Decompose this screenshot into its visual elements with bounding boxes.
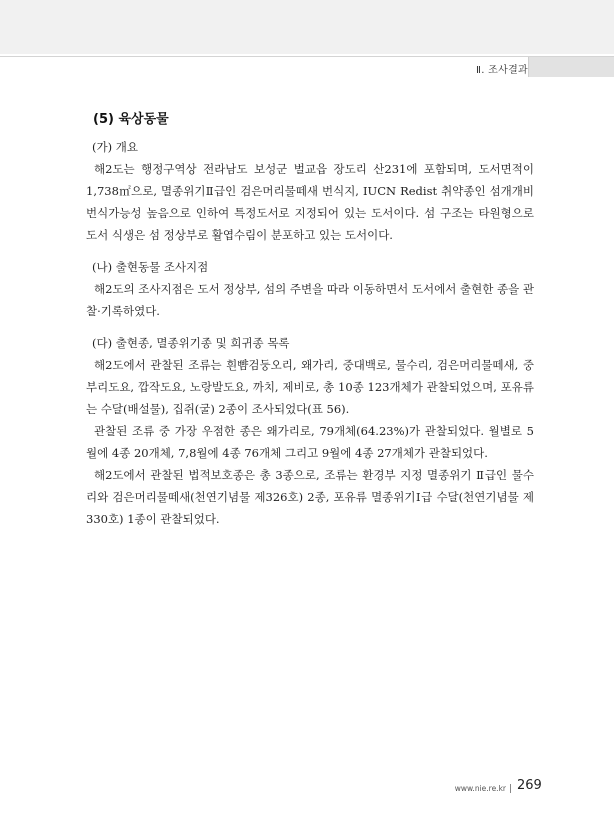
paragraph: 해2도에서 관찰된 법적보호종은 총 3종으로, 조류는 환경부 지정 멸종위기 Ⅱ급인 물수리와 검은머리물떼새(천연기념물 제326호) 2종, 포유류 멸종위기Ⅰ급 수달(천연기념물 제330호) 1종이 관찰되었다. [86, 468, 534, 526]
page-top-band [0, 0, 614, 54]
footer-url: www.nie.re.kr [454, 784, 506, 793]
page-number: 269 [517, 778, 542, 793]
chapter-tab-marker [529, 57, 614, 77]
subhead-species-list: (다) 출현종, 멸종위기종 및 희귀종 목록 [92, 336, 290, 350]
paragraph: 해2도는 행정구역상 전라남도 보성군 벌교읍 장도리 산231에 포함되며, 도서면적이 1,738㎡으로, 멸종위기Ⅱ급인 검은머리물떼새 번식지, IUCN Redist 취약종인 섬개개비 번식가능성 높음으로 인하여 특정도서로 지정되어 있는 도서이다. 섬 구조는 타원형으로 도서 식생은 섬 정상부로 활엽수림이 분포하고 있는 도서이다. [86, 162, 534, 242]
block-overview [86, 136, 534, 246]
chapter-label: Ⅱ. 조사결과 [475, 65, 528, 76]
paragraph: 해2도에서 관찰된 조류는 흰뺨검둥오리, 왜가리, 중대백로, 물수리, 검은머리물떼새, 중부리도요, 깝작도요, 노랑발도요, 까치, 제비로, 총 10종 123개체가 관찰되었으며, 포유류는 수달(배설물), 집쥐(굴) 2종이 조사되었다(표 56). [86, 358, 534, 416]
header-rule [0, 56, 614, 57]
block-survey-points [86, 256, 534, 322]
subhead-survey-points: (나) 출현동물 조사지점 [92, 260, 209, 274]
paragraph: 관찰된 조류 중 가장 우점한 종은 왜가리로, 79개체(64.23%)가 관찰되었다. 월별로 5월에 4종 20개체, 7,8월에 4종 76개체 그리고 9월에 4종 27개체가 관찰되었다. [86, 424, 534, 460]
body-content [86, 136, 534, 540]
paragraph: 해2도의 조사지점은 도서 정상부, 섬의 주변을 따라 이동하면서 도서에서 출현한 종을 관찰·기록하였다. [86, 282, 534, 318]
footer-divider [510, 784, 511, 793]
block-species-list [86, 332, 534, 530]
subhead-overview: (가) 개요 [92, 140, 138, 154]
section-title: (5) 육상동물 [93, 112, 169, 127]
